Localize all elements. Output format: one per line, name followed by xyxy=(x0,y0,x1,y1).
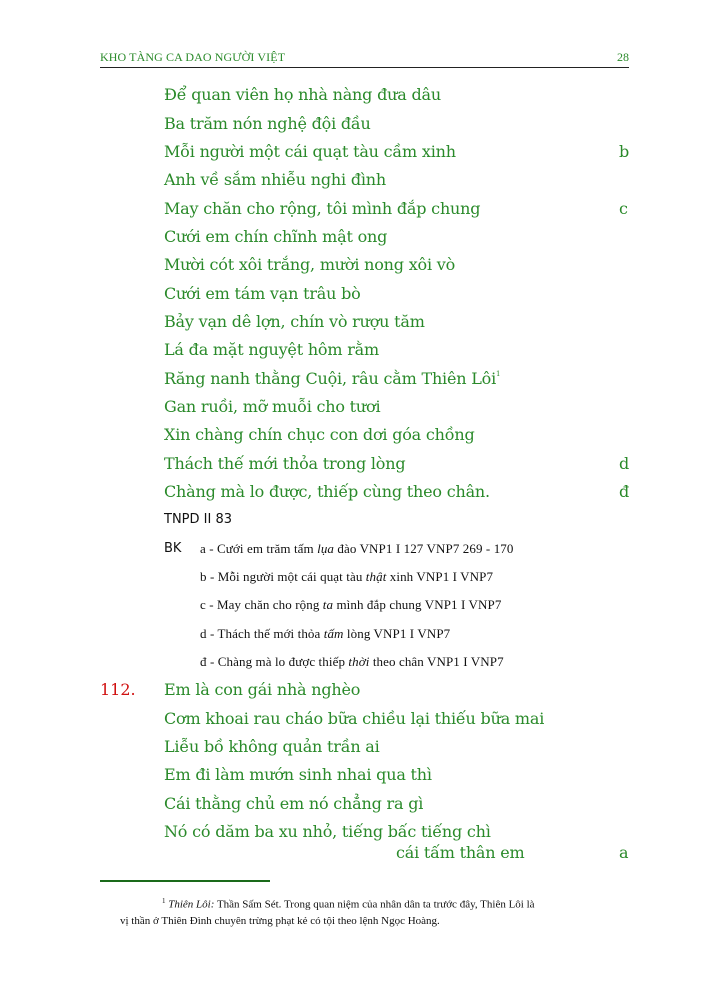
verse-line: May chăn cho rộng, tôi mình đắp chung xyxy=(164,199,481,218)
verse-line: Nó có dăm ba xu nhỏ, tiếng bấc tiếng chì xyxy=(164,822,491,841)
variants-label: BK xyxy=(164,541,182,556)
page-number: 28 xyxy=(617,50,629,64)
verse-line: Anh về sắm nhiễu nghi đình xyxy=(164,170,387,189)
variant-line: d - Thách thế mới thỏa tấm lòng VNP1 I VNP7 xyxy=(200,626,451,641)
verse-line: Mỗi người một cái quạt tàu cầm xinh xyxy=(164,142,456,161)
verse-line: Cái thằng chủ em nó chẳng ra gì xyxy=(164,794,424,813)
verse-line: Mười cót xôi trắng, mười nong xôi vò xyxy=(164,255,456,274)
footnote xyxy=(100,893,640,929)
verse-line-continuation: cái tấm thân em xyxy=(396,843,525,862)
footnote-reference[interactable]: 1 xyxy=(496,369,501,378)
variant-marker: d xyxy=(619,454,630,473)
variant-line: b - Mỗi người một cái quạt tàu thật xinh VNP1 I VNP7 xyxy=(200,569,494,584)
verse-line: Để quan viên họ nhà nàng đưa dâu xyxy=(164,85,441,104)
verse-line: Lá đa mặt nguyệt hôm rằm xyxy=(164,340,379,359)
variant-marker: đ xyxy=(619,482,630,501)
variant-line: a - Cưới em trăm tấm lụa đào VNP1 I 127 VNP7 269 - 170 xyxy=(200,541,514,556)
verse-line-with-footnote xyxy=(164,369,500,388)
footnote-number: 1 xyxy=(162,897,166,905)
footnote-text: Thần Sấm Sét. Trong quan niệm của nhân dân ta trước đây, Thiên Lôi là xyxy=(214,898,535,911)
variant-marker: a xyxy=(619,843,629,862)
footnote-term: Thiên Lôi: xyxy=(168,898,215,911)
variant-line: c - May chăn cho rộng ta mình đắp chung VNP1 I VNP7 xyxy=(200,597,502,612)
book-title: KHO TÀNG CA DAO NGƯỜI VIỆT xyxy=(100,50,286,64)
source-reference: TNPD II 83 xyxy=(164,512,232,527)
verse-line: Cơm khoai rau cháo bữa chiều lại thiếu bữa mai xyxy=(164,709,545,728)
verse-line: Liễu bồ không quản trần ai xyxy=(164,737,380,756)
verse-line: Xin chàng chín chục con dơi góa chồng xyxy=(164,425,475,444)
verse-line: Cưới em chín chĩnh mật ong xyxy=(164,227,388,246)
variant-marker: c xyxy=(619,199,628,218)
verse-line: Em là con gái nhà nghèo xyxy=(164,680,361,699)
footnote-text: vị thần ở Thiên Đình chuyên trừng phạt kẻ có tội theo lệnh Ngọc Hoàng. xyxy=(120,914,440,927)
verse-line: Cưới em tám vạn trâu bò xyxy=(164,284,361,303)
verse-line: Gan ruồi, mỡ muỗi cho tươi xyxy=(164,397,381,416)
variant-marker: b xyxy=(619,142,630,161)
footnote-separator xyxy=(100,880,270,882)
verse-text: Răng nanh thằng Cuội, râu cằm Thiên Lôi xyxy=(164,369,496,388)
verse-line: Ba trăm nón nghệ đội đầu xyxy=(164,114,371,133)
verse-line: Chàng mà lo được, thiếp cùng theo chân. xyxy=(164,482,490,501)
poem-number: 112. xyxy=(100,680,136,699)
verse-line: Em đi làm mướn sinh nhai qua thì xyxy=(164,765,432,784)
variant-line: đ - Chàng mà lo được thiếp thời theo chân VNP1 I VNP7 xyxy=(200,654,504,669)
verse-line: Bảy vạn dê lợn, chín vò rượu tăm xyxy=(164,312,425,331)
verse-line: Thách thế mới thỏa trong lòng xyxy=(164,454,406,473)
page-header xyxy=(100,49,629,68)
